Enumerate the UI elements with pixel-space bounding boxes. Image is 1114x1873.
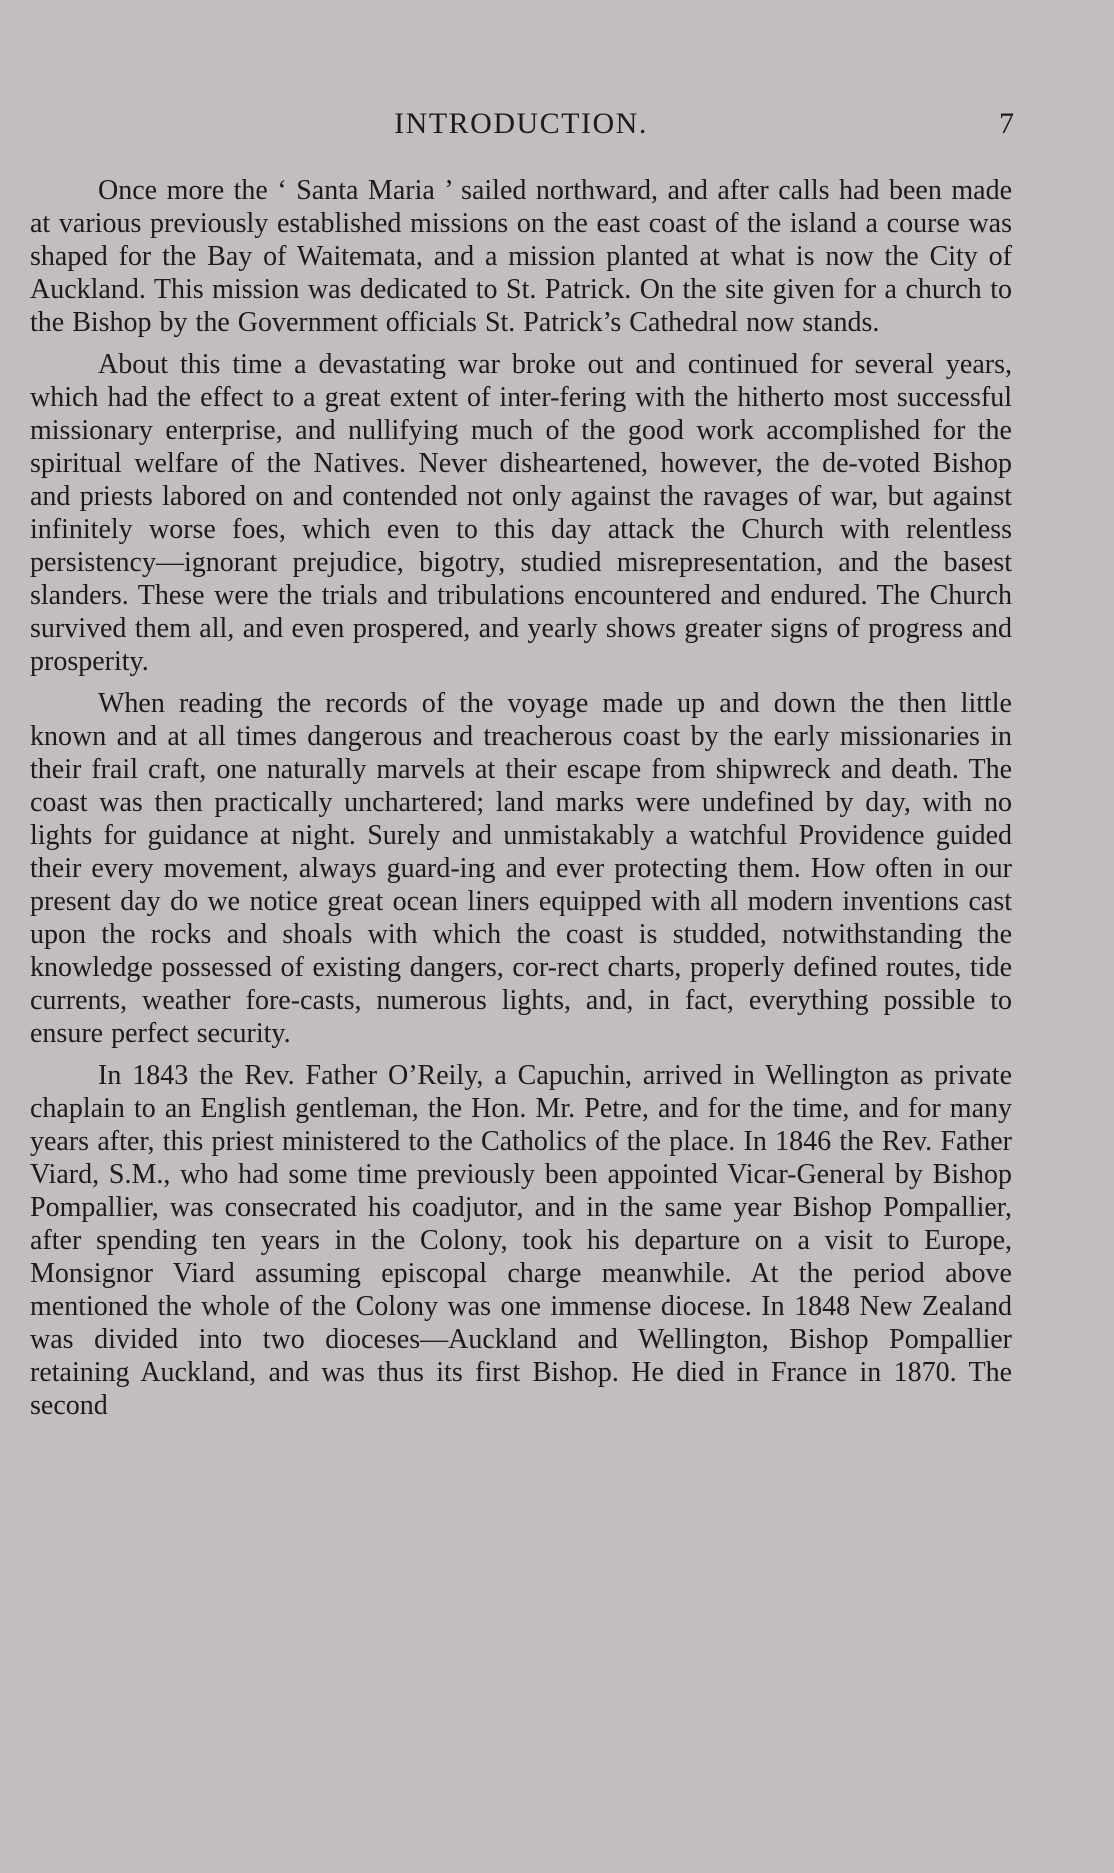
chapter-title: INTRODUCTION. — [394, 107, 648, 140]
paragraph-voyage: When reading the records of the voyage made up and down the then little known and at all times dangerous and treacherous coast by the early missionaries in their frail craft, one naturally marvels at their escape from shipwreck and death. The coast was then practically unchartered; land marks were undefined by day, with no lights for guidance at night. Surely and unmistakably a watchful Providence guided their every movement, always guard-ing and ever protecting them. How often in our present day do we notice great ocean liners equipped with all modern inventions cast upon the rocks and shoals with which the coast is studded, notwithstanding the knowledge possessed of existing dangers, cor-rect charts, properly defined routes, tide currents, weather fore-casts, numerous lights, and, in fact, everything possible to ensure perfect security. — [30, 688, 1012, 1049]
page-number: 7 — [999, 107, 1014, 140]
running-head — [30, 104, 1012, 144]
paragraph-1843: In 1843 the Rev. Father O’Reily, a Capuchin, arrived in Wellington as private chaplain to an English gentleman, the Hon. Mr. Petre, and for the time, and for many years after, this priest ministered to the Catholics of the place. In 1846 the Rev. Father Viard, S.M., who had some time previously been appointed Vicar-General by Bishop Pompallier, was consecrated his coadjutor, and in the same year Bishop Pompallier, after spending ten years in the Colony, took his departure on a visit to Europe, Monsignor Viard assuming episcopal charge meanwhile. At the period above mentioned the whole of the Colony was one immense diocese. In 1848 New Zealand was divided into two dioceses—Auckland and Wellington, Bishop Pompallier retaining Auckland, and was thus its first Bishop. He died in France in 1870. The second — [30, 1060, 1012, 1421]
body-text — [30, 174, 1012, 1431]
paragraph-war: About this time a devastating war broke out and continued for several years, which had the effect to a great extent of inter-fering with the hitherto most successful missionary enterprise, and nullifying much of the good work accomplished for the spiritual welfare of the Natives. Never disheartened, however, the de-voted Bishop and priests labored on and contended not only against the ravages of war, but against infinitely worse foes, which even to this day attack the Church with relentless persistency—ignorant prejudice, bigotry, studied misrepresentation, and the basest slanders. These were the trials and tribulations encountered and endured. The Church survived them all, and even prospered, and yearly shows greater signs of progress and prosperity. — [30, 349, 1012, 677]
paragraph-santa-maria: Once more the ‘ Santa Maria ’ sailed northward, and after calls had been made at various previously established missions on the east coast of the island a course was shaped for the Bay of Waitemata, and a mission planted at what is now the City of Auckland. This mission was dedicated to St. Patrick. On the site given for a church to the Bishop by the Government officials St. Patrick’s Cathedral now stands. — [30, 175, 1012, 338]
